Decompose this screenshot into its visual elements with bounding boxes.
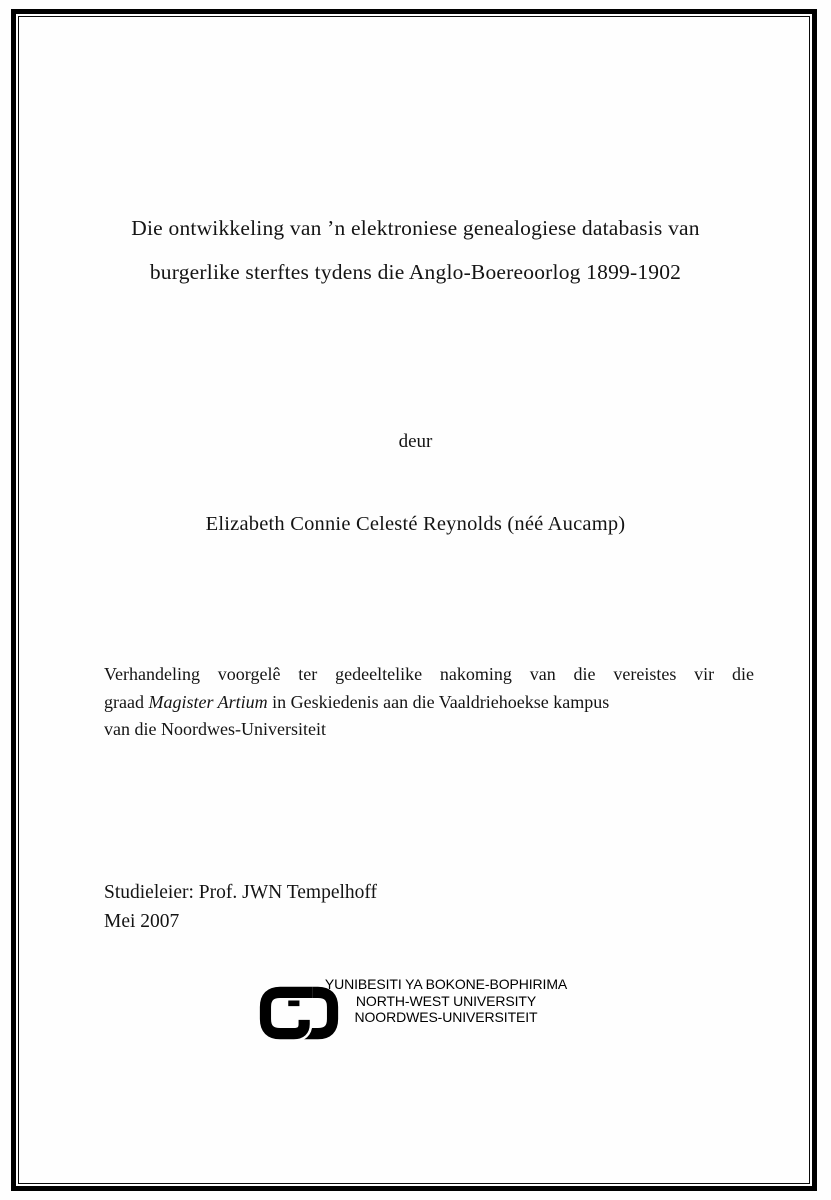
degree-statement-line2-prefix: graad — [104, 691, 149, 712]
logo-text-afrikaans: NOORDWES-UNIVERSITEIT — [354, 1009, 538, 1025]
supervisor-line: Studieleier: Prof. JWN Tempelhoff — [104, 882, 378, 903]
degree-statement — [104, 661, 754, 744]
thesis-title-line1: Die ontwikkeling van ’n elektroniese genealogiese databasis van — [131, 216, 700, 240]
degree-statement-line1: Verhandeling voorgelê ter gedeeltelike nakoming van die vereistes vir die — [104, 664, 754, 684]
supervisor-block — [104, 879, 377, 936]
university-logo-text — [316, 976, 576, 1026]
author-name: Elizabeth Connie Celesté Reynolds (néé Aucamp) — [205, 513, 626, 535]
logo-text-english: NORTH-WEST UNIVERSITY — [355, 992, 537, 1009]
thesis-title — [50, 206, 781, 294]
thesis-title-line2: burgerlike sterftes tydens die Anglo-Boereoorlog 1899-1902 — [149, 260, 682, 284]
degree-statement-line3: van die Noordwes-Universiteit — [104, 719, 326, 739]
byline-deur: deur — [398, 431, 433, 452]
university-logo — [256, 975, 586, 1050]
degree-statement-line2 — [104, 689, 754, 717]
logo-text-setswana: YUNIBESITI YA BOKONE-BOPHIRIMA — [324, 976, 568, 992]
degree-name-italic: Magister Artium — [148, 691, 268, 712]
degree-statement-line2-suffix: in Geskiedenis aan die Vaaldriehoekse kampus — [267, 691, 610, 712]
date-line: Mei 2007 — [104, 910, 180, 932]
